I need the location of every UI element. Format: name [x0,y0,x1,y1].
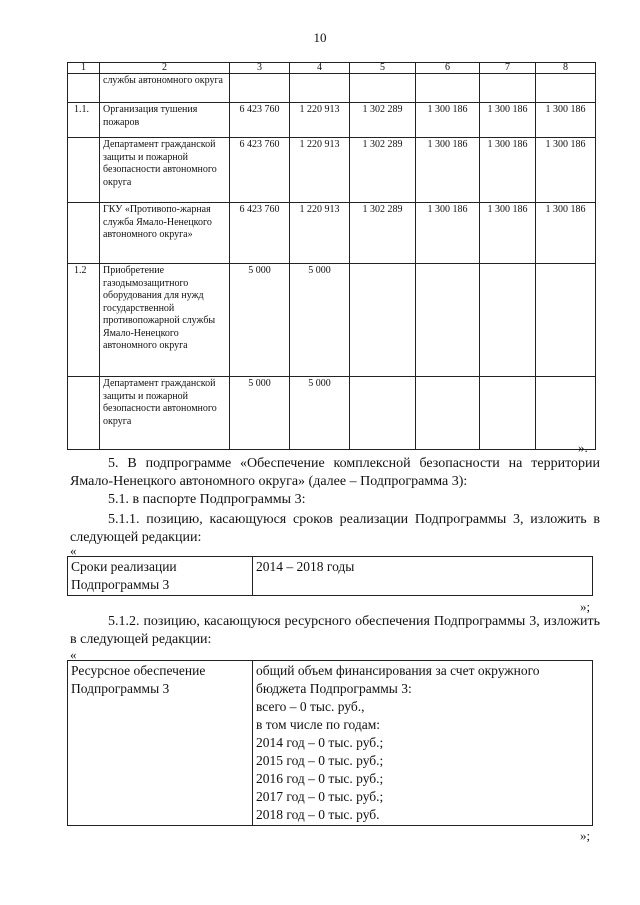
row-value-cell [350,74,416,103]
table-header-cell: 6 [416,63,480,74]
row-value-cell: 5 000 [290,377,350,450]
financing-table [67,62,596,450]
resources-label: Ресурсное обеспечение Подпрограммы 3 [68,661,253,826]
terms-row [68,557,593,596]
row-value-cell [416,377,480,450]
row-value-cell: 1 300 186 [480,203,536,264]
row-value-cell [230,74,290,103]
terms-value: 2014 – 2018 годы [253,557,593,596]
row-value-cell: 6 423 760 [230,138,290,203]
row-value-cell: 6 423 760 [230,203,290,264]
row-value-cell [416,74,480,103]
row-value-cell: 1 300 186 [536,138,596,203]
row-value-cell [536,264,596,377]
resources-line: 2017 год – 0 тыс. руб.; [256,789,384,804]
row-value-cell: 1 300 186 [536,103,596,138]
row-name-cell: службы автономного округа [100,74,230,103]
row-number-cell: 1.2 [68,264,100,377]
row-value-cell [480,74,536,103]
table-header-cell: 1 [68,63,100,74]
resources-line: 2018 год – 0 тыс. руб. [256,807,380,822]
resources-line: 2014 год – 0 тыс. руб.; [256,735,384,750]
resources-line: всего – 0 тыс. руб., [256,699,365,714]
row-value-cell: 1 302 289 [350,138,416,203]
row-name-cell: Организация тушения пожаров [100,103,230,138]
row-value-cell: 1 300 186 [480,103,536,138]
table-row [68,74,596,103]
resources-line: 2016 год – 0 тыс. руб.; [256,771,384,786]
row-name-cell: Приобретение газодымозащитного оборудования для нужд государственной противопожарной службы Ямало-Ненецкого автономного округа [100,264,230,377]
row-value-cell: 1 300 186 [416,138,480,203]
row-number-cell [68,377,100,450]
paragraph-5: 5. В подпрограмме «Обеспечение комплексной безопасности на территории Ямало-Ненецкого автономного округа» (далее – Подпрограмма 3): [70,456,600,489]
row-value-cell [536,377,596,450]
row-value-cell: 1 300 186 [536,203,596,264]
row-value-cell: 5 000 [290,264,350,377]
row-value-cell: 1 302 289 [350,203,416,264]
page-number: 10 [313,30,327,45]
close-quote-1: »; [580,599,591,614]
row-value-cell: 5 000 [230,264,290,377]
row-number-cell [68,74,100,103]
resources-line: общий объем финансирования за счет окружного [256,663,540,678]
table-header-cell: 8 [536,63,596,74]
row-value-cell: 1 300 186 [416,103,480,138]
row-value-cell [536,74,596,103]
row-value-cell [480,264,536,377]
resources-box [67,660,593,826]
table-row [68,103,596,138]
row-value-cell: 1 302 289 [350,103,416,138]
row-value-cell [350,377,416,450]
table-row [68,264,596,377]
table-header-cell: 4 [290,63,350,74]
row-value-cell: 1 220 913 [290,203,350,264]
row-number-cell [68,138,100,203]
table-row [68,377,596,450]
resources-row [68,661,593,826]
row-value-cell [480,377,536,450]
open-quote-1: « [70,543,77,558]
row-value-cell: 1 300 186 [480,138,536,203]
terms-label: Сроки реализации Подпрограммы 3 [68,557,253,596]
resources-value [253,661,593,826]
row-value-cell [290,74,350,103]
table-row [68,138,596,203]
resources-line: бюджета Подпрограммы 3: [256,681,412,696]
row-name-cell: Департамент гражданской защиты и пожарной безопасности автономного округа [100,138,230,203]
paragraph-5-1-2: 5.1.2. позицию, касающуюся ресурсного обеспечения Подпрограммы 3, изложить в следующей редакции: [70,614,600,647]
close-quote-2: »; [580,828,591,843]
row-value-cell [416,264,480,377]
financing-table-body [68,63,596,450]
row-number-cell [68,203,100,264]
row-value-cell: 5 000 [230,377,290,450]
table-close-quote: ». [578,440,588,455]
table-header-row [68,63,596,74]
resources-line: 2015 год – 0 тыс. руб.; [256,753,384,768]
row-value-cell: 1 220 913 [290,103,350,138]
open-quote-2: « [70,647,77,662]
terms-box [67,556,593,596]
table-header-cell: 7 [480,63,536,74]
row-value-cell [350,264,416,377]
table-header-cell: 5 [350,63,416,74]
table-header-cell: 3 [230,63,290,74]
row-name-cell: Департамент гражданской защиты и пожарной безопасности автономного округа [100,377,230,450]
table-row [68,203,596,264]
table-header-cell: 2 [100,63,230,74]
row-number-cell: 1.1. [68,103,100,138]
row-value-cell: 1 300 186 [416,203,480,264]
row-value-cell: 1 220 913 [290,138,350,203]
paragraph-5-1: 5.1. в паспорте Подпрограммы 3: [108,492,306,507]
row-value-cell: 6 423 760 [230,103,290,138]
row-name-cell: ГКУ «Противопо-жарная служба Ямало-Ненецкого автономного округа» [100,203,230,264]
resources-line: в том числе по годам: [256,717,381,732]
paragraph-5-1-1: 5.1.1. позицию, касающуюся сроков реализации Подпрограммы 3, изложить в следующей редакции: [70,512,600,545]
